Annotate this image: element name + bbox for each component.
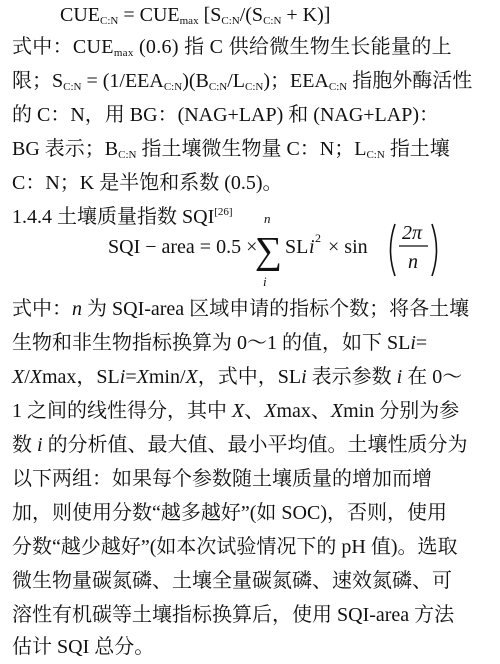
p1-line5: C：N；K 是半饱和系数 (0.5)。 [12,172,283,194]
p1-l2c: )(B [182,70,209,92]
p1-l4-sub2: C:N [366,149,385,161]
p2-l3d: max，SL [42,366,120,388]
p2-line10: 溶性有机碳等土壤指标换算后，使用 SQI-area 方法 [12,604,455,626]
p1-l2f: 指胞外酶活性 [347,70,473,92]
p1-line3: 的 C：N，用 BG：(NAG+LAP) 和 (NAG+LAP)： [12,104,439,126]
p2-l5c: 的分析值、最大值、最小平均值。土壤性质分为 [42,434,468,456]
p1-l1-sub: max [113,47,134,59]
p2-l3b: / [24,366,30,388]
eq2-frac-num: 2π [402,222,423,244]
p2-line9: 微生物量碳氮磷、土壤全量碳氮磷、速效氮磷、可 [12,570,452,592]
eq2-i: i [309,236,315,258]
p2-line8: 分数“越少越好”(如本次试验情况下的 pH 值)。选取 [12,536,458,558]
p2-line6: 以下两组：如果每个参数随土壤质量的增加而增 [12,468,432,490]
p2-l1a: 式中： [12,298,72,320]
p1-l4-sub1: C:N [118,149,137,161]
eq2-times-sin: × sin [328,236,368,258]
p1-l4a: BG 表示；B [12,138,119,160]
eq2-sum-top: n [264,211,271,226]
p2-l3e: i [119,366,126,388]
p2-l4a: 1 之间的线性得分，其中 [12,400,232,422]
p2-l4e: max、 [276,400,331,422]
p2-l3k: i [301,366,307,388]
eq2-frac-den: n [408,251,418,273]
p1-l2-sub1: C:N [63,81,82,93]
p2-l4c: 、 [244,400,265,422]
eq1-s-sub1: C:N [221,15,240,27]
p1-l2-sub4: C:N [244,81,264,93]
left-paren [391,224,396,276]
p2-line3 [12,360,462,394]
eq1-part2: /(S [239,4,264,26]
p1-l4b: 指土壤微生物量 C：N；L [136,138,367,160]
p2-l4b: X [232,400,245,422]
p1-l2-sub3: C:N [208,81,228,93]
eq1-lhs-sub: C:N [100,15,119,27]
eq2-exp: 2 [315,231,321,245]
p2-l5b: i [37,434,43,456]
p2-l3n: 在 0～ [402,366,463,388]
p2-l4g: min 分别为参 [343,400,460,422]
p2-l4d: X [264,400,277,422]
eq2-sum-bottom: i [263,274,267,289]
p1-l2d: /L [227,70,245,92]
p1-line1 [12,30,452,64]
p2-line4 [12,394,459,428]
p2-l3h: min/ [148,366,186,388]
section-ref: [26] [214,206,233,218]
equation-cue [60,0,330,32]
right-paren [432,224,437,276]
p2-l1b: 为 SQI-area 区域申请的指标个数；将各土壤 [82,298,470,320]
p2-l3a: X [12,366,25,388]
p2-line1 [12,292,469,326]
eq1-max-sub: max [179,15,199,27]
p2-line2 [12,326,427,360]
p1-line4 [12,132,450,166]
p2-l3m: i [396,366,403,388]
p2-line11: 估计 SQI 总分。 [12,636,155,658]
eq1-part1: [S [198,4,222,26]
p2-l3c: X [29,366,42,388]
p2-l3f: = [125,366,137,388]
p2-l2a: 生物和非生物指标换算为 0～1 的值，如下 SL [12,332,411,354]
eq2-lhs: SQI − area = 0.5 × [108,236,258,258]
eq1-s-sub2: C:N [263,15,282,27]
p1-l1b: (0.6) 指 C 供给微生物生长能量的上 [133,36,452,58]
p1-l2e: )；EEA [263,70,329,92]
eq1-part3: + K)] [281,4,331,26]
p1-l2a: 限；S [12,70,64,92]
p1-l2-sub2: C:N [163,81,183,93]
p2-l3j: ，式中，SL [197,366,302,388]
p2-l2b: = [415,332,428,354]
eq1-lhs: CUE [60,4,100,26]
p2-l4f: X [330,400,344,422]
section-heading-text: 1.4.4 土壤质量指数 SQI [12,206,215,228]
p1-line2 [12,64,472,98]
p2-l3l: 表示参数 [306,366,397,388]
p2-line7: 加，则使用分数“越多越好”(如 SOC)，否则，使用 [12,502,447,524]
eq2-sl: SL [285,236,309,258]
p2-l1-n: n [72,298,82,320]
p1-l4c: 指土壤 [384,138,450,160]
sigma-symbol: ∑ [255,230,283,272]
p1-l2b: = (1/EEA [81,70,164,92]
p2-l2-i: i [410,332,416,354]
p2-line5 [12,428,468,462]
eq1-eq: = CUE [118,4,180,26]
equation-sqi [0,208,500,298]
p1-l1a: 式中：CUE [12,36,114,58]
p2-l3i: X [185,366,198,388]
p2-l5a: 数 [12,434,37,456]
p1-l2-sub5: C:N [328,81,348,93]
p2-l3g: X [136,366,149,388]
